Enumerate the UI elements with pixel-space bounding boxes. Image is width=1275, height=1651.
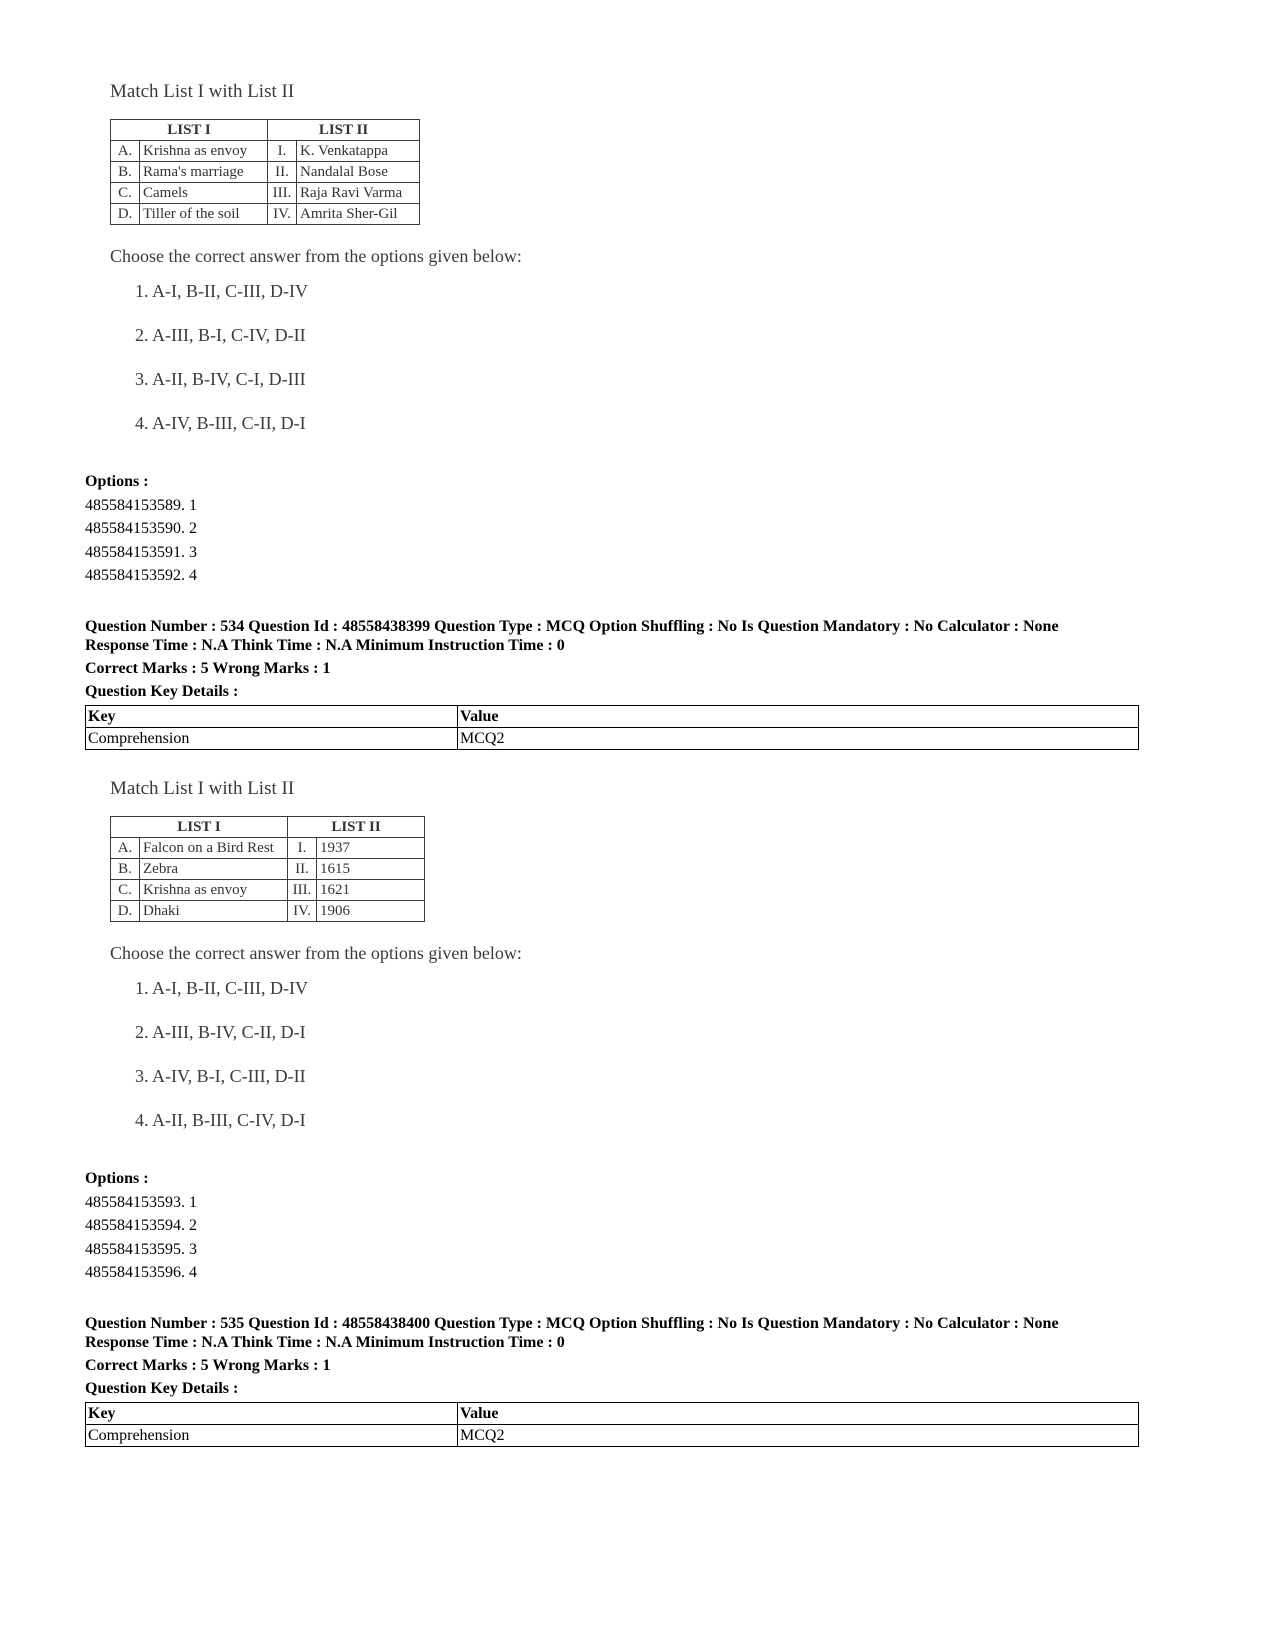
question-image-534 [110, 774, 580, 1142]
table-row [86, 1425, 1139, 1447]
key-header: Key [86, 1403, 458, 1425]
choose-instruction: Choose the correct answer from the options given below: [110, 246, 522, 266]
options-label: Options : [85, 473, 149, 490]
list1-item: Rama's marriage [140, 162, 268, 183]
list1-item: Tiller of the soil [140, 204, 268, 225]
list2-header: LIST II [288, 817, 425, 838]
table-row [111, 859, 425, 880]
value-header: Value [458, 706, 1139, 728]
options-block-534 [85, 1167, 197, 1285]
option-item: 485584153591. 3 [85, 543, 197, 561]
list1-item: Krishna as envoy [140, 141, 268, 162]
row-numeral: III. [288, 880, 317, 901]
list2-item: Nandalal Bose [297, 162, 420, 183]
table-row [111, 141, 420, 162]
match-table [110, 119, 420, 225]
choice-item: 2. A-III, B-IV, C-II, D-I [135, 1022, 306, 1042]
list2-item: 1937 [317, 838, 425, 859]
choice-list [110, 966, 580, 1142]
meta-line: Response Time : N.A Think Time : N.A Minimum Instruction Time : 0 [85, 1334, 565, 1351]
row-label: B. [111, 859, 140, 880]
list1-header: LIST I [111, 120, 268, 141]
list2-item: Amrita Sher-Gil [297, 204, 420, 225]
value-header: Value [458, 1403, 1139, 1425]
row-numeral: I. [268, 141, 297, 162]
meta-line: Response Time : N.A Think Time : N.A Minimum Instruction Time : 0 [85, 637, 565, 654]
key-details-label: Question Key Details : [85, 1380, 239, 1397]
row-label: B. [111, 162, 140, 183]
row-label: C. [111, 183, 140, 204]
value-cell: MCQ2 [458, 728, 1139, 750]
choice-item: 2. A-III, B-I, C-IV, D-II [135, 325, 306, 345]
list1-item: Dhaki [140, 901, 288, 922]
key-table [85, 705, 1139, 750]
choice-item: 1. A-I, B-II, C-III, D-IV [135, 281, 308, 301]
table-row [111, 162, 420, 183]
question-image-1 [110, 77, 580, 445]
row-label: D. [111, 901, 140, 922]
option-item: 485584153596. 4 [85, 1264, 197, 1281]
question-meta-534 [85, 617, 1155, 655]
list2-item: 1621 [317, 880, 425, 901]
row-numeral: I. [288, 838, 317, 859]
choice-item: 3. A-IV, B-I, C-III, D-II [135, 1066, 306, 1086]
options-label: Options : [85, 1170, 149, 1187]
choice-item: 3. A-II, B-IV, C-I, D-III [135, 369, 306, 389]
match-table [110, 816, 425, 922]
row-numeral: IV. [268, 204, 297, 225]
key-header: Key [86, 706, 458, 728]
options-block-1 [85, 470, 197, 588]
question-meta-535 [85, 1314, 1155, 1352]
meta-line: Question Number : 534 Question Id : 48558438399 Question Type : MCQ Option Shuffling : No Is Question Mandatory : No Calculator : None [85, 618, 1059, 635]
row-numeral: II. [288, 859, 317, 880]
option-item: 485584153593. 1 [85, 1193, 197, 1211]
option-item: 485584153589. 1 [85, 496, 197, 514]
list1-header: LIST I [111, 817, 288, 838]
option-item: 485584153595. 3 [85, 1240, 197, 1258]
option-item: 485584153594. 2 [85, 1217, 197, 1234]
choice-item: 1. A-I, B-II, C-III, D-IV [135, 978, 308, 998]
table-row [111, 183, 420, 204]
key-cell: Comprehension [86, 1425, 458, 1447]
marks-line: Correct Marks : 5 Wrong Marks : 1 [85, 1357, 331, 1374]
meta-line: Question Number : 535 Question Id : 48558438400 Question Type : MCQ Option Shuffling : No Is Question Mandatory : No Calculator : None [85, 1315, 1059, 1332]
row-numeral: III. [268, 183, 297, 204]
table-row [111, 880, 425, 901]
row-label: C. [111, 880, 140, 901]
row-label: D. [111, 204, 140, 225]
row-label: A. [111, 838, 140, 859]
list1-item: Falcon on a Bird Rest [140, 838, 288, 859]
list2-item: Raja Ravi Varma [297, 183, 420, 204]
list1-item: Zebra [140, 859, 288, 880]
question-prompt: Match List I with List II [110, 81, 295, 102]
table-row [111, 901, 425, 922]
match-table-header [111, 120, 420, 141]
row-label: A. [111, 141, 140, 162]
key-cell: Comprehension [86, 728, 458, 750]
key-table-header [86, 1403, 1139, 1425]
key-table-header [86, 706, 1139, 728]
table-row [111, 204, 420, 225]
list1-item: Camels [140, 183, 268, 204]
question-prompt: Match List I with List II [110, 778, 295, 799]
choice-list [110, 269, 580, 445]
list2-item: K. Venkatappa [297, 141, 420, 162]
choice-item: 4. A-IV, B-III, C-II, D-I [135, 413, 306, 433]
choose-instruction: Choose the correct answer from the options given below: [110, 943, 522, 963]
list1-item: Krishna as envoy [140, 880, 288, 901]
choice-item: 4. A-II, B-III, C-IV, D-I [135, 1110, 306, 1130]
row-numeral: II. [268, 162, 297, 183]
list2-header: LIST II [268, 120, 420, 141]
key-details-label: Question Key Details : [85, 683, 239, 700]
option-item: 485584153592. 4 [85, 567, 197, 584]
value-cell: MCQ2 [458, 1425, 1139, 1447]
list2-item: 1615 [317, 859, 425, 880]
option-item: 485584153590. 2 [85, 520, 197, 537]
key-table [85, 1402, 1139, 1447]
marks-line: Correct Marks : 5 Wrong Marks : 1 [85, 660, 331, 677]
row-numeral: IV. [288, 901, 317, 922]
list2-item: 1906 [317, 901, 425, 922]
table-row [86, 728, 1139, 750]
table-row [111, 838, 425, 859]
match-table-header [111, 817, 425, 838]
